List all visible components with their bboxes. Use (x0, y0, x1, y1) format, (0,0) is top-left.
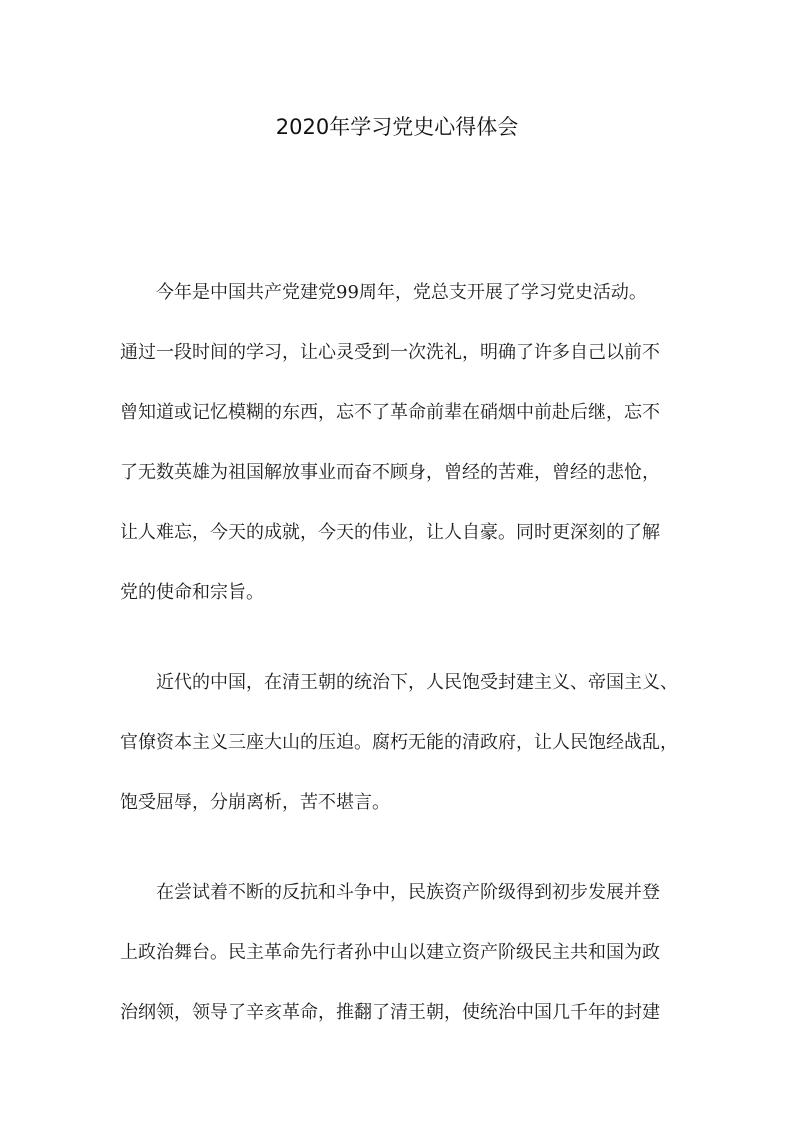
paragraph-3-line: 治纲领，领导了辛亥革命，推翻了清王朝，使统治中国几千年的封建 (120, 1002, 660, 1023)
document-title: 2020年学习党史心得体会 (275, 115, 519, 139)
paragraph-1-line: 通过一段时间的学习，让心灵受到一次洗礼，明确了许多自己以前不 (120, 342, 660, 363)
paragraph-3-line: 上政治舞台。民主革命先行者孙中山以建立资产阶级民主共和国为政 (120, 942, 660, 963)
paragraph-2-line: 官僚资本主义三座大山的压迫。腐朽无能的清政府，让人民饱经战乱， (120, 732, 678, 753)
paragraph-1-line: 曾知道或记忆模糊的东西，忘不了革命前辈在硝烟中前赴后继，忘不 (120, 402, 660, 423)
paragraph-3-line: 在尝试着不断的反抗和斗争中，民族资产阶级得到初步发展并登 (120, 882, 660, 903)
paragraph-1-line: 党的使命和宗旨。 (120, 582, 264, 603)
paragraph-2-line: 饱受屈辱，分崩离析，苦不堪言。 (120, 792, 390, 813)
paragraph-1-line: 让人难忘，今天的成就，今天的伟业，让人自豪。同时更深刻的了解 (120, 522, 660, 543)
paragraph-2-line: 近代的中国，在清王朝的统治下，人民饱受封建主义、帝国主义、 (120, 672, 678, 693)
paragraph-1-line: 了无数英雄为祖国解放事业而奋不顾身，曾经的苦难，曾经的悲怆， (120, 462, 660, 483)
paragraph-1-line: 今年是中国共产党建党99周年，党总支开展了学习党史活动。 (120, 282, 647, 303)
